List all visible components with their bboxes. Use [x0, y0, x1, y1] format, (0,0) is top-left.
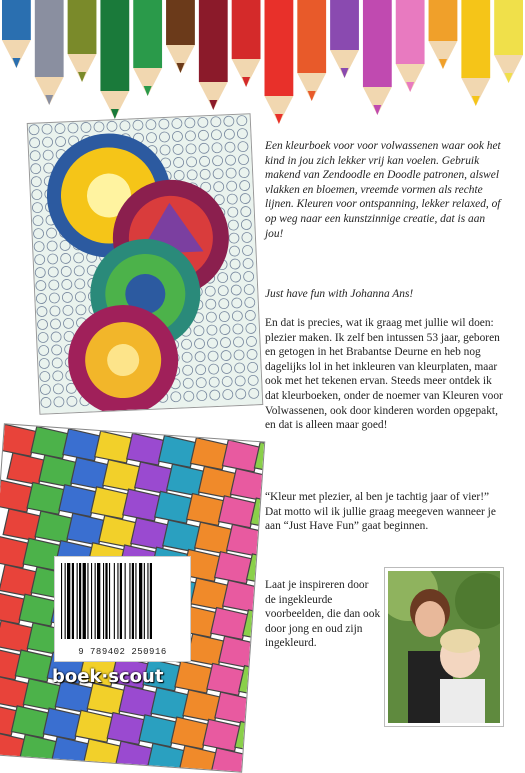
body-paragraph-3: Laat je inspireren door de ingekleurde voorbeelden, die dan ook door jong en oud zijn ingekleurd. [265, 579, 381, 650]
isbn-number: 9 789402 250916 [78, 647, 167, 657]
intro-paragraph: Een kleurboek voor voor volwassenen waar ook het kind in jou zich lekker vrij kan voelen. Gebruik makend van Zendoodle en Doodle patronen, alswel vlakken en bloemen, vreemde vormen als rechte lijnen. Kleuren voor ontspanning, lekker relaxed, of op weg naar een kunstzinnige creatie, dat is aan jou! [265, 140, 501, 240]
publisher-logo: boek·scout [52, 666, 164, 687]
barcode [54, 556, 191, 662]
fun-line: Just have fun with Johanna Ans! [265, 288, 414, 300]
mandala-coloring-artwork [27, 113, 264, 414]
colored-pencils-illustration [0, 0, 525, 140]
body-paragraph-1: En dat is precies, wat ik graag met jullie wil doen: plezier maken. Ik zelf ben intussen 53 jaar, geboren en getogen in het Brabantse Deurne en heb nog dagelijks lol in het inkleuren van kleurplaten, maar ook met het tekenen ervan. Steeds meer ontdek ik dat kleurboeken, onder de noemer van Kleuren voor Volwassenen, ook door kinderen worden opgepakt, en dat is alleen maar goed! [265, 317, 503, 432]
barcode-bars [61, 563, 184, 639]
author-with-child-photo [385, 568, 503, 726]
body-paragraph-2: “Kleur met plezier, al ben je tachtig jaar of vier!” Dat motto wil ik jullie graag meegeven wanneer je aan “Just Have Fun” gaat beginnen. [265, 491, 496, 533]
